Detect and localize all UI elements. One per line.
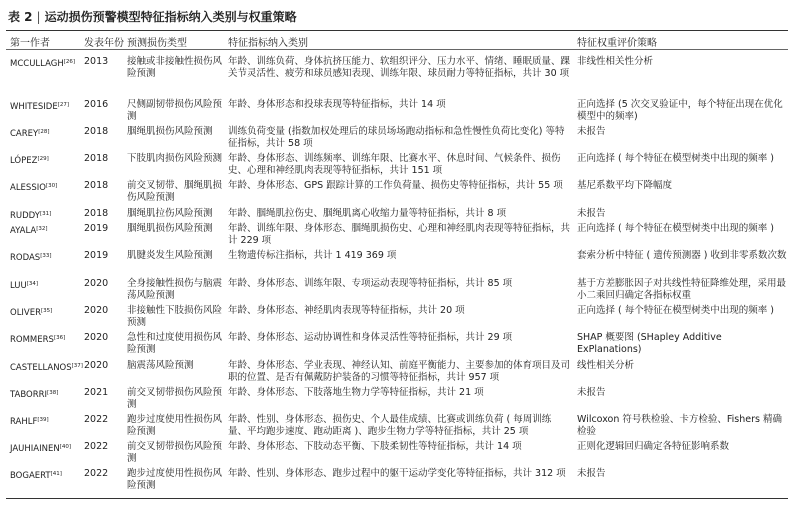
header-year: 发表年份 bbox=[84, 38, 124, 49]
author-cell bbox=[10, 180, 57, 194]
year-cell: 2018 bbox=[84, 126, 109, 137]
header-author: 第一作者 bbox=[10, 38, 50, 49]
author-name: LUU bbox=[10, 281, 27, 291]
reference-number: [36] bbox=[53, 335, 66, 341]
table-title: 运动损伤预警模型特征指标纳入类别与权重策略 bbox=[44, 10, 297, 24]
author-cell bbox=[10, 208, 51, 222]
strategy-cell: 未报告 bbox=[577, 387, 606, 398]
features-cell: 年龄、身体形态和投球表现等特征指标，共计 14 项 bbox=[228, 99, 446, 110]
reference-number: [32] bbox=[36, 226, 48, 232]
features-cell: 年龄、身体形态、学业表现、神经认知、前庭平衡能力、主要参加的体育项目及司职的位置、是否有佩戴防护装备的习惯等特征指标，共计 957 项 bbox=[228, 360, 571, 383]
year-cell: 2022 bbox=[84, 441, 109, 452]
reference-number: [41] bbox=[50, 471, 62, 477]
author-name: RAHLF bbox=[10, 417, 38, 427]
reference-number: [34] bbox=[26, 281, 39, 287]
injury-type-cell: 接触或非接触性损伤风险预测 bbox=[127, 56, 223, 79]
features-cell: 年龄、身体形态、GPS 跟踪计算的工作负荷量、损伤史等特征指标，共计 55 项 bbox=[228, 180, 563, 191]
strategy-cell: 正则化逻辑回归确定各特征影响系数 bbox=[577, 441, 730, 452]
injury-type-cell: 非接触性下肢损伤风险预测 bbox=[127, 305, 223, 328]
bottom-rule bbox=[6, 498, 788, 499]
features-cell: 年龄、腘绳肌拉伤史、腘绳肌离心收缩力量等特征指标，共计 8 项 bbox=[228, 208, 507, 219]
author-cell bbox=[10, 153, 49, 167]
header-strategy: 特征权重评价策略 bbox=[577, 38, 657, 49]
features-cell: 年龄、身体形态、运动协调性和身体灵活性等特征指标，共计 29 项 bbox=[228, 332, 513, 343]
year-cell: 2022 bbox=[84, 468, 109, 479]
author-cell bbox=[10, 126, 50, 140]
reference-number: [31] bbox=[39, 211, 52, 217]
strategy-cell: 正向选择 ( 每个特征在模型树类中出现的频率 ) bbox=[577, 305, 774, 316]
reference-number: [35] bbox=[41, 308, 53, 314]
features-cell: 年龄、身体形态、下肢动态平衡、下肢柔韧性等特征指标，共计 14 项 bbox=[228, 441, 522, 452]
table-caption bbox=[8, 8, 297, 25]
author-name: AYALA bbox=[10, 226, 37, 236]
year-cell: 2019 bbox=[84, 223, 109, 234]
injury-type-cell: 肌腱炎发生风险预测 bbox=[127, 250, 213, 261]
author-cell bbox=[10, 468, 62, 482]
author-name: LÓPEZ bbox=[10, 156, 38, 166]
reference-number: [29] bbox=[37, 156, 49, 162]
features-cell: 生物遗传标注指标，共计 1 419 369 项 bbox=[228, 250, 397, 261]
year-cell: 2020 bbox=[84, 278, 109, 289]
features-cell: 训练负荷变量 (指数加权处理后的球员场场跑动指标和急性慢性负荷比变化) 等特征指标，共计 58 项 bbox=[228, 126, 565, 149]
reference-number: [37] bbox=[71, 363, 83, 369]
author-cell bbox=[10, 223, 48, 237]
top-rule bbox=[6, 30, 788, 31]
injury-type-cell: 急性和过度使用损伤风险预测 bbox=[127, 332, 223, 355]
author-cell bbox=[10, 99, 69, 113]
features-cell: 年龄、身体形态、下肢落地生物力学等特征指标，共计 21 项 bbox=[228, 387, 484, 398]
author-name: CASTELLANOS bbox=[10, 363, 72, 373]
injury-type-cell: 前交叉韧带损伤风险预测 bbox=[127, 441, 223, 464]
injury-type-cell: 腘绳肌损伤风险预测 bbox=[127, 126, 213, 137]
year-cell: 2018 bbox=[84, 208, 109, 219]
author-name: RODAS bbox=[10, 253, 41, 263]
author-cell bbox=[10, 414, 49, 428]
reference-number: [27] bbox=[57, 102, 69, 108]
author-name: OLIVER bbox=[10, 308, 42, 318]
strategy-cell: 正向选择 ( 每个特征在模型树类中出现的频率 ) bbox=[577, 153, 774, 164]
author-name: TABORRI bbox=[10, 390, 48, 400]
injury-type-cell: 腘绳肌损伤风险预测 bbox=[127, 223, 213, 234]
author-cell bbox=[10, 56, 75, 70]
injury-type-cell: 跑步过度使用性损伤风险预测 bbox=[127, 414, 223, 437]
year-cell: 2018 bbox=[84, 153, 109, 164]
year-cell: 2020 bbox=[84, 305, 109, 316]
features-cell: 年龄、身体形态、训练频率、训练年限、比赛水平、休息时间、气候条件、损伤史、心理和神经肌肉表现等特征指标，共计 151 项 bbox=[228, 153, 561, 176]
strategy-cell: Wilcoxon 符号秩检验、卡方检验、Fishers 精确检验 bbox=[577, 414, 782, 437]
strategy-cell: 正向选择 ( 每个特征在模型树类中出现的频率 ) bbox=[577, 223, 774, 234]
features-cell: 年龄、性别、身体形态、损伤史、个人最佳成绩、比赛或训练负荷 ( 每周训练量、平均跑步速度、跑动距离 )、跑步生物力学等特征指标，共计 25 项 bbox=[228, 414, 552, 437]
strategy-cell: 正向选择 (5 次交叉验证中，每个特征出现在优化模型中的频率) bbox=[577, 99, 783, 122]
strategy-cell: 未报告 bbox=[577, 126, 606, 137]
author-cell bbox=[10, 305, 52, 319]
year-cell: 2013 bbox=[84, 56, 109, 67]
injury-type-cell: 尺侧副韧带损伤风险预测 bbox=[127, 99, 223, 122]
reference-number: [39] bbox=[37, 417, 49, 423]
author-name: CAREY bbox=[10, 129, 39, 139]
reference-number: [40] bbox=[59, 444, 71, 450]
strategy-cell: 基尼系数平均下降幅度 bbox=[577, 180, 673, 191]
year-cell: 2016 bbox=[84, 99, 109, 110]
injury-type-cell: 前交叉韧带、腘绳肌损伤风险预测 bbox=[127, 180, 223, 203]
caption-separator: | bbox=[36, 10, 41, 24]
injury-type-cell: 全身接触性损伤与脑震荡风险预测 bbox=[127, 278, 223, 301]
injury-type-cell: 跑步过度使用性损伤风险预测 bbox=[127, 468, 223, 491]
year-cell: 2021 bbox=[84, 387, 109, 398]
injury-type-cell: 下肢肌肉损伤风险预测 bbox=[127, 153, 223, 164]
author-cell bbox=[10, 332, 65, 346]
author-name: ROMMERS bbox=[10, 335, 54, 345]
author-name: ALESSIO bbox=[10, 183, 46, 193]
strategy-cell: SHAP 概要图 (SHapley Additive ExPlanations) bbox=[577, 332, 722, 355]
year-cell: 2018 bbox=[84, 180, 109, 191]
injury-type-cell: 脑震荡风险预测 bbox=[127, 360, 194, 371]
author-name: BOGAERT bbox=[10, 471, 51, 481]
features-cell: 年龄、性别、身体形态、跑步过程中的躯干运动学变化等特征指标，共计 312 项 bbox=[228, 468, 566, 479]
author-cell bbox=[10, 250, 52, 264]
injury-type-cell: 腘绳肌拉伤风险预测 bbox=[127, 208, 213, 219]
features-cell: 年龄、身体形态、神经肌肉表现等特征指标，共计 20 项 bbox=[228, 305, 465, 316]
year-cell: 2019 bbox=[84, 250, 109, 261]
author-name: JAUHIAINEN bbox=[10, 444, 60, 454]
author-name: RUDDY bbox=[10, 211, 40, 221]
reference-number: [26] bbox=[63, 59, 76, 65]
strategy-cell: 非线性相关性分析 bbox=[577, 56, 654, 67]
author-name: MCCULLAGH bbox=[10, 59, 64, 69]
author-cell bbox=[10, 278, 38, 292]
strategy-cell: 未报告 bbox=[577, 208, 606, 219]
header-features: 特征指标纳入类别 bbox=[228, 38, 308, 49]
header-rule bbox=[6, 49, 788, 50]
injury-type-cell: 前交叉韧带损伤风险预测 bbox=[127, 387, 223, 410]
year-cell: 2020 bbox=[84, 332, 109, 343]
reference-number: [33] bbox=[40, 253, 52, 259]
features-cell: 年龄、训练年限、身体形态、腘绳肌损伤史、心理和神经肌肉表现等特征指标，共计 229 项 bbox=[228, 223, 571, 246]
header-injury-type: 预测损伤类型 bbox=[127, 38, 187, 49]
year-cell: 2020 bbox=[84, 360, 109, 371]
author-cell bbox=[10, 441, 71, 455]
reference-number: [38] bbox=[47, 390, 59, 396]
table-label: 表 2 bbox=[8, 10, 33, 24]
year-cell: 2022 bbox=[84, 414, 109, 425]
author-name: WHITESIDE bbox=[10, 102, 58, 112]
reference-number: [30] bbox=[45, 183, 58, 189]
strategy-cell: 基于方差膨胀因子对共线性特征降维处理，采用最小二乘回归确定各指标权重 bbox=[577, 278, 787, 301]
author-cell bbox=[10, 387, 58, 401]
features-cell: 年龄、身体形态、训练年限、专项运动表现等特征指标，共计 85 项 bbox=[228, 278, 513, 289]
strategy-cell: 未报告 bbox=[577, 468, 606, 479]
features-cell: 年龄、训练负荷、身体抗挤压能力、软组织评分、压力水平、情绪、睡眠质量、踝关节灵活性、疲劳和球员感知表现、训练年限、球员耐力等特征指标，共计 30 项 bbox=[228, 56, 571, 79]
reference-number: [28] bbox=[38, 129, 50, 135]
strategy-cell: 套索分析中特征 ( 遗传预测器 ) 收到非零系数次数 bbox=[577, 250, 787, 261]
strategy-cell: 线性相关分析 bbox=[577, 360, 635, 371]
author-cell bbox=[10, 360, 83, 374]
